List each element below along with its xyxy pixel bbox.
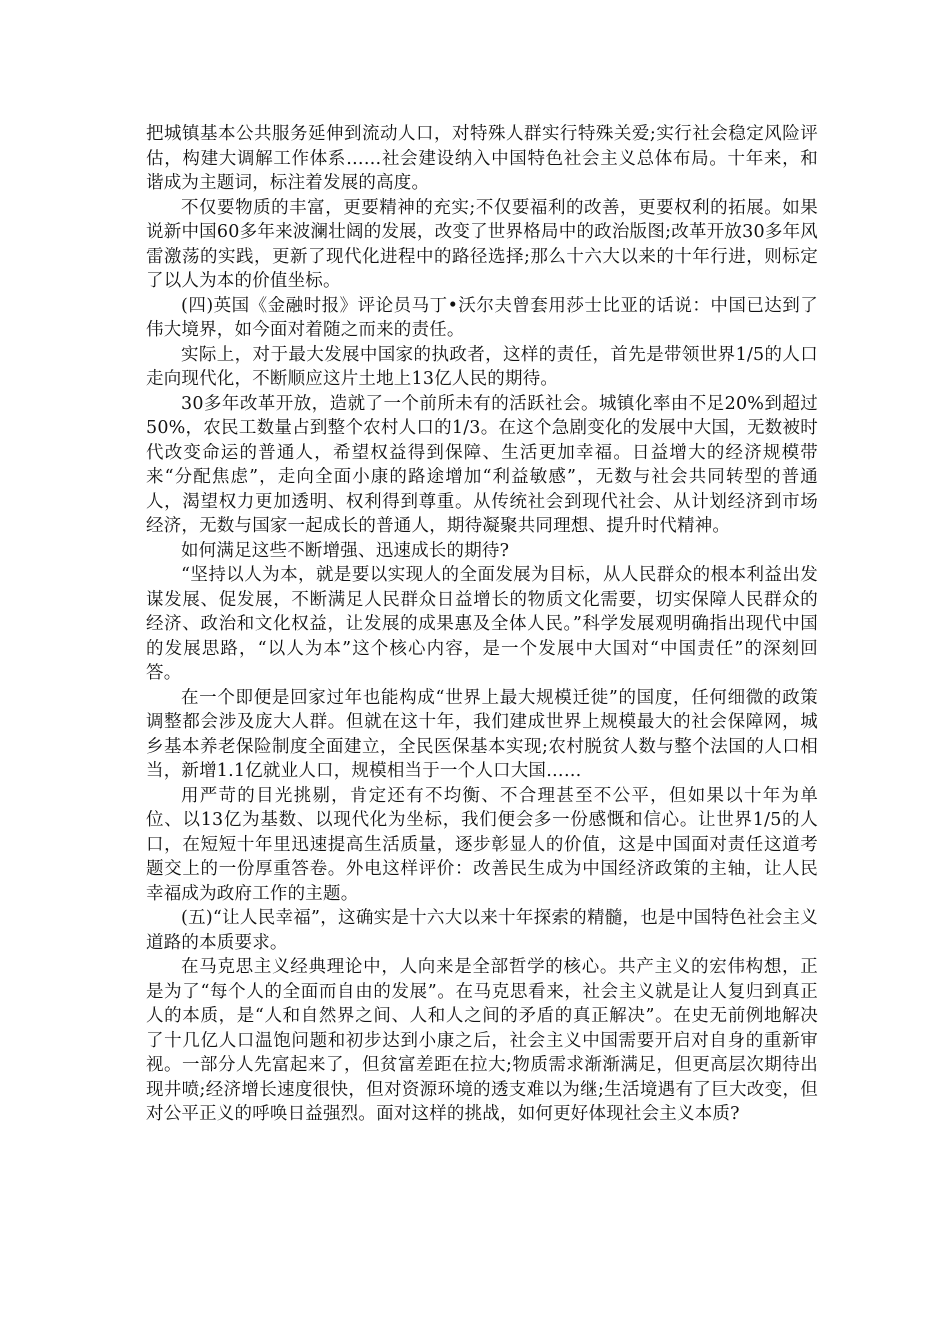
document-body	[146, 122, 818, 1127]
paragraph: (五)“让人民幸福”，这确实是十六大以来十年探索的精髓，也是中国特色社会主义道路的本质要求。	[146, 908, 818, 953]
paragraph: 实际上，对于最大发展中国家的执政者，这样的责任，首先是带领世界1/5的人口走向现代化，不断顺应这片土地上13亿人民的期待。	[146, 344, 818, 389]
paragraph: “坚持以人为本，就是要以实现人的全面发展为目标，从人民群众的根本利益出发谋发展、促发展，不断满足人民群众日益增长的物质文化需要，切实保障人民群众的经济、政治和文化权益，让发展的成果惠及全体人民。”科学发展观明确指出现代中国的发展思路，“以人为本”这个核心内容，是一个发展中大国对“中国责任”的深刻回答。	[146, 565, 818, 683]
paragraph: 在一个即便是回家过年也能构成“世界上最大规模迁徙”的国度，任何细微的政策调整都会涉及庞大人群。但就在这十年，我们建成世界上规模最大的社会保障网，城乡基本养老保险制度全面建立，全民医保基本实现;农村脱贫人数与整个法国的人口相当，新增1.1亿就业人口，规模相当于一个人口大国……	[146, 687, 818, 781]
paragraph: 如何满足这些不断增强、迅速成长的期待?	[181, 540, 510, 561]
paragraph: 30多年改革开放，造就了一个前所未有的活跃社会。城镇化率由不足20%到超过50%，农民工数量占到整个农村人口的1/3。在这个急剧变化的发展中大国，无数被时代改变命运的普通人，希望权益得到保障、生活更加幸福。日益增大的经济规模带来“分配焦虑”，走向全面小康的路途增加“利益敏感”，无数与社会共同转型的普通人，渴望权力更加透明、权利得到尊重。从传统社会到现代社会、从计划经济到市场经济，无数与国家一起成长的普通人，期待凝聚共同理想、提升时代精神。	[146, 393, 818, 536]
paragraph: (四)英国《金融时报》评论员马丁•沃尔夫曾套用莎士比亚的话说：中国已达到了伟大境界，如今面对着随之而来的责任。	[146, 295, 818, 340]
paragraph: 把城镇基本公共服务延伸到流动人口，对特殊人群实行特殊关爱;实行社会稳定风险评估，构建大调解工作体系……社会建设纳入中国特色社会主义总体布局。十年来，和谐成为主题词，标注着发展的高度。	[146, 124, 818, 193]
paragraph: 用严苛的目光挑剔，肯定还有不均衡、不合理甚至不公平，但如果以十年为单位、以13亿为基数、以现代化为坐标，我们便会多一份感慨和信心。让世界1/5的人口，在短短十年里迅速提高生活质量，逐步彰显人的价值，这是中国面对责任这道考题交上的一份厚重答卷。外电这样评价：改善民生成为中国经济政策的主轴，让人民幸福成为政府工作的主题。	[146, 785, 818, 904]
paragraph: 不仅要物质的丰富，更要精神的充实;不仅要福利的改善，更要权利的拓展。如果说新中国60多年来波澜壮阔的发展，改变了世界格局中的政治版图;改革开放30多年风雷激荡的实践，更新了现代化进程中的路径选择;那么十六大以来的十年行进，则标定了以人为本的价值坐标。	[146, 197, 818, 291]
paragraph: 在马克思主义经典理论中，人向来是全部哲学的核心。共产主义的宏伟构想，正是为了“每个人的全面而自由的发展”。在马克思看来，社会主义就是让人复归到真正人的本质，是“人和自然界之间、人和人之间的矛盾的真正解决”。在史无前例地解决了十几亿人口温饱问题和初步达到小康之后，社会主义中国需要开启对自身的重新审视。一部分人先富起来了，但贫富差距在拉大;物质需求渐渐满足，但更高层次期待出现井喷;经济增长速度很快，但对资源环境的透支难以为继;生活境遇有了巨大改变，但对公平正义的呼唤日益强烈。面对这样的挑战，如何更好体现社会主义本质?	[146, 957, 818, 1124]
